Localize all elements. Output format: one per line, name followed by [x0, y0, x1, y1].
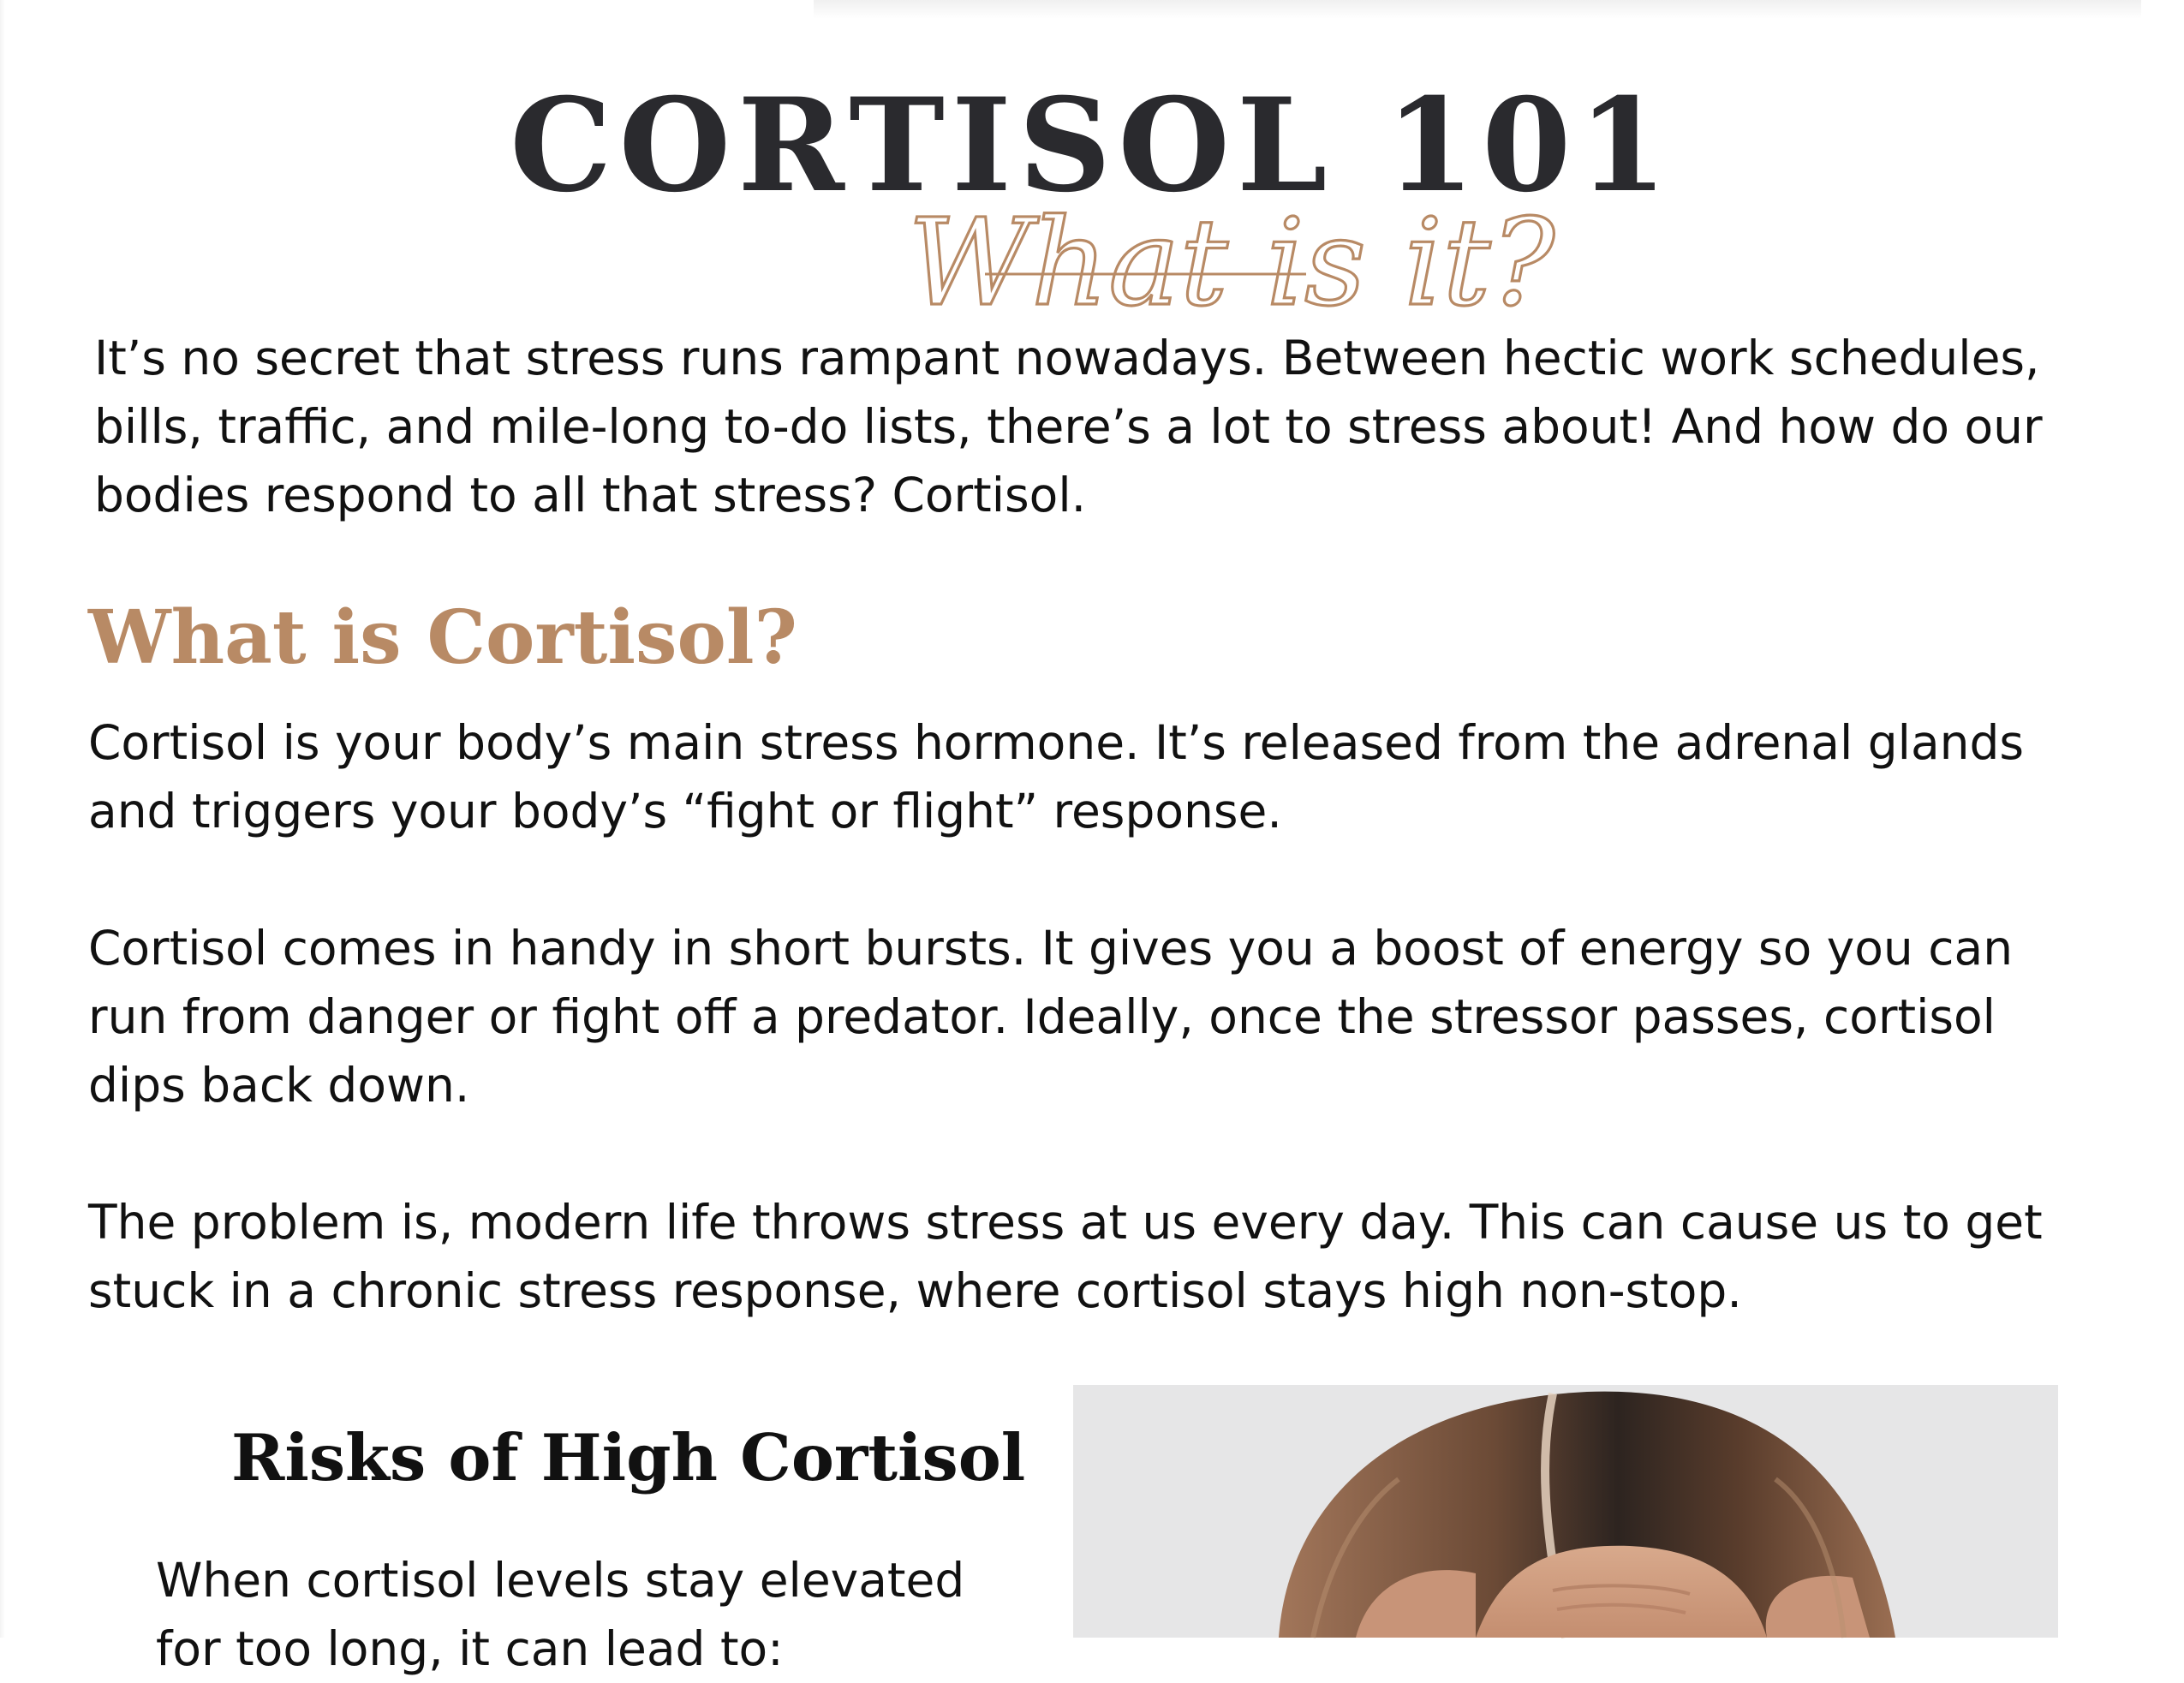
risks-text: When cortisol levels stay elevated for too long, it can lead to:	[156, 1553, 965, 1676]
page-top-shadow	[814, 0, 2141, 19]
photo-illustration	[1073, 1385, 2058, 1638]
risks-title: Risks of High Cortisol	[231, 1420, 1026, 1495]
script-subtitle-text: What is it?	[908, 194, 1555, 333]
body-paragraph-2: Cortisol comes in handy in short bursts. It gives you a boost of energy so you can run from danger or fight off a predator. Ideally, once the stressor passes, cortisol dips back down.	[88, 921, 2014, 1113]
section-heading: What is Cortisol?	[88, 594, 797, 681]
body-paragraph-3: The problem is, modern life throws stress at us every day. This can cause us to get stuck in a chronic stress response, where cortisol stays high non-stop.	[88, 1195, 2043, 1318]
page-title: CORTISOL 101	[510, 70, 1674, 221]
body-paragraph-1: Cortisol is your body’s main stress hormone. It’s released from the adrenal glands and triggers your body’s “fight or flight” response.	[88, 715, 2025, 839]
header	[0, 69, 2141, 333]
intro-paragraph: It’s no secret that stress runs rampant nowadays. Between hectic work schedules, bills, traffic, and mile-long to-do lists, there’s a lot to stress about! And how do our bodies respond to all that stress? Cortisol.	[94, 331, 2043, 522]
woman-with-hands-on-head-photo	[1073, 1385, 2058, 1638]
